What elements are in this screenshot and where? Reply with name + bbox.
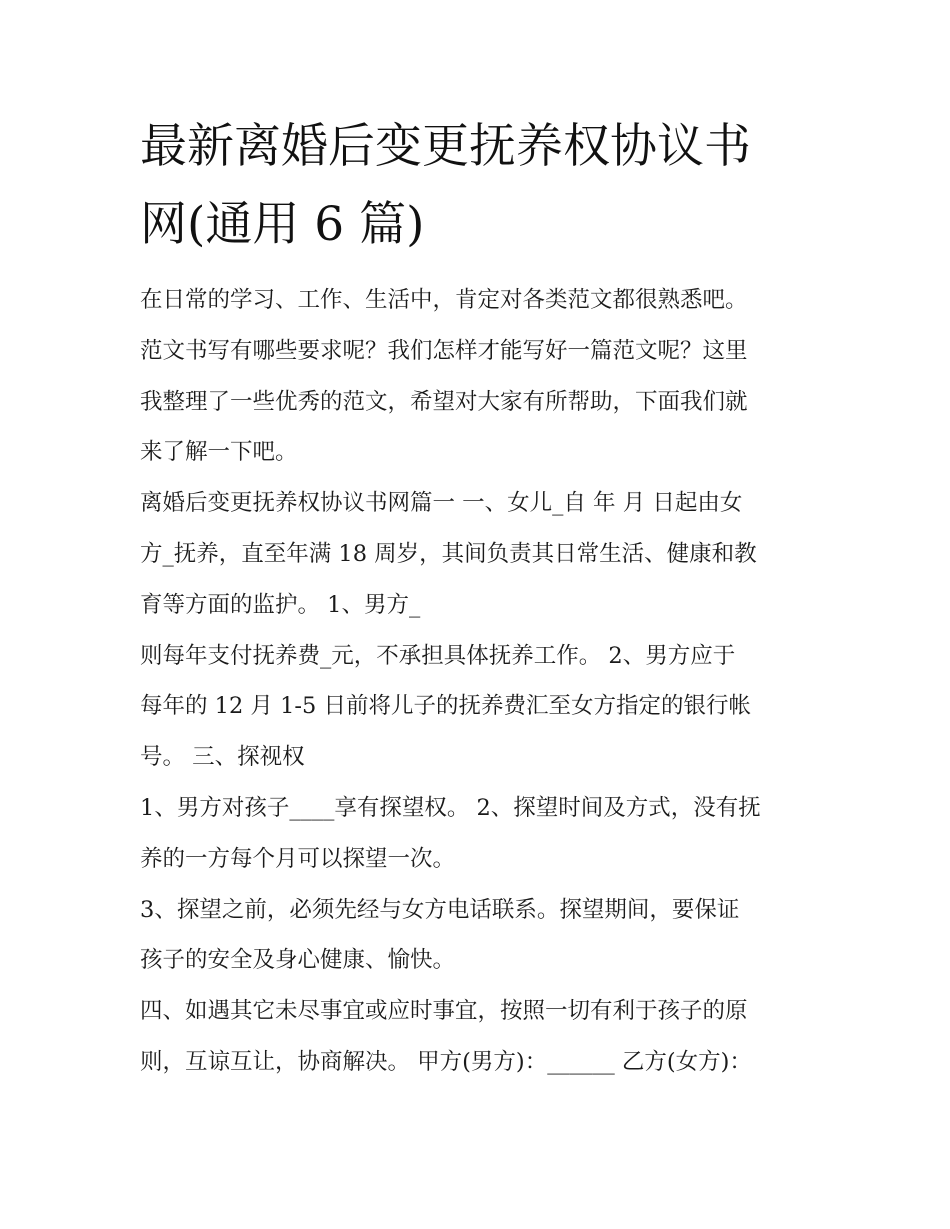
body-line-7: 育等方面的监护。 1、男方_: [140, 591, 421, 618]
body-line-9: 每年的 12 月 1-5 日前将儿子的抚养费汇至女方指定的银行帐: [140, 693, 751, 720]
body-line-10: 号。 三、探视权: [140, 744, 305, 771]
body-line-15: 四、如遇其它未尽事宜或应时事宜，按照一切有利于孩子的原: [140, 998, 748, 1025]
title-line-2: 网(通用 6 篇): [140, 197, 425, 252]
body-line-1: 在日常的学习、工作、生活中，肯定对各类范文都很熟悉吧。: [140, 287, 748, 313]
body-line-6: 方_抚养，直至年满 18 周岁，其间负责其日常生活、健康和教: [140, 540, 757, 567]
body-line-8: 则每年支付抚养费_元，不承担具体抚养工作。 2、男方应于: [140, 642, 736, 669]
body-line-4: 来了解一下吧。: [140, 439, 298, 466]
body-line-16: 则，互谅互让，协商解决。 甲方(男方)：______ 乙方(女方)：: [140, 1048, 752, 1075]
body-line-14: 孩子的安全及身心健康、愉快。: [140, 947, 456, 974]
body-line-5: 离婚后变更抚养权协议书网篇一 一、女儿_自 年 月 日起由女: [140, 490, 743, 517]
body-line-3: 我整理了一些优秀的范文，希望对大家有所帮助，下面我们就: [140, 388, 748, 415]
body-line-11: 1、男方对孩子____享有探望权。 2、探望时间及方式，没有抚: [140, 794, 761, 821]
document-body: [140, 275, 830, 1088]
body-line-2: 范文书写有哪些要求呢？我们怎样才能写好一篇范文呢？这里: [140, 337, 748, 364]
body-line-12: 养的一方每个月可以探望一次。: [140, 845, 456, 872]
body-line-13: 3、探望之前，必须先经与女方电话联系。探望期间，要保证: [140, 896, 740, 923]
title-line-1: 最新离婚后变更抚养权协议书: [140, 119, 751, 174]
document-title: [140, 108, 820, 264]
